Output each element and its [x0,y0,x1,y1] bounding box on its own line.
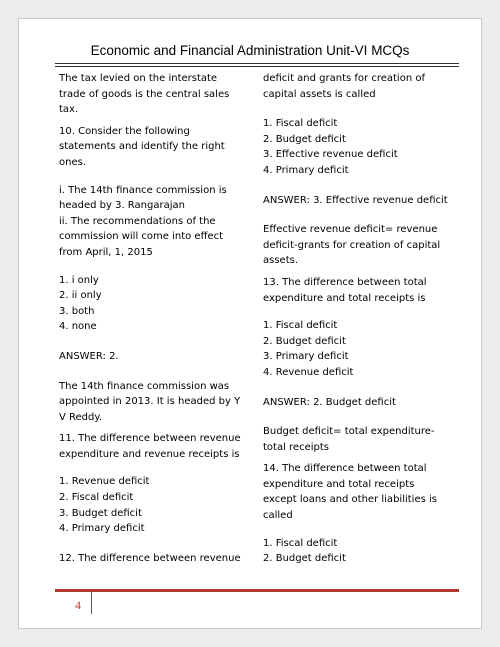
page-number: 4 [75,598,81,612]
q14-option-1: 1. Fiscal deficit [263,537,338,549]
q12-answer: ANSWER: 3. Effective revenue deficit [263,194,448,206]
q11-option-4: 4. Primary deficit [59,523,145,535]
q13-option-4: 4. Revenue deficit [263,366,354,378]
q13-option-1: 1. Fiscal deficit [263,320,338,332]
q11-option-3: 3. Budget deficit [59,507,142,519]
q12-option-1: 1. Fiscal deficit [263,118,338,130]
question-10: 10. Consider the following statements and identify the right ones. [59,125,225,168]
q13-option-3: 3. Primary deficit [263,351,349,363]
question-11: 11. The difference between revenue expenditure and revenue receipts is [59,433,241,460]
q12-option-4: 4. Primary deficit [263,164,349,176]
q10-statement-2: ii. The recommendations of the commission will come into effect from April, 1, 2015 [59,215,224,258]
q13-answer: ANSWER: 2. Budget deficit [263,396,396,408]
q12-explanation: Effective revenue deficit= revenue deficit-grants for creation of capital assets. [263,224,441,267]
question-12-start: 12. The difference between revenue [59,552,241,564]
footer-rule [55,589,459,592]
left-column [59,71,245,566]
q11-option-2: 2. Fiscal deficit [59,492,134,504]
q10-option-2: 2. ii only [59,290,102,302]
q13-explanation: Budget deficit= total expenditure-total receipts [263,426,435,453]
document-page [18,18,482,629]
page-header-title: Economic and Financial Administration Unit-VI MCQs [90,43,410,58]
q10-option-3: 3. both [59,305,95,317]
question-13: 13. The difference between total expenditure and total receipts is [263,276,427,304]
q13-option-2: 2. Budget deficit [263,335,346,347]
q10-explanation: The 14th finance commission was appointed in 2013. It is headed by Y V Reddy. [59,380,241,423]
q10-answer: ANSWER: 2. [59,350,119,362]
header-rule-top [55,63,459,64]
right-column [263,71,449,567]
q11-option-1: 1. Revenue deficit [59,476,150,488]
intro-text: The tax levied on the interstate trade of goods is the central sales tax. [59,73,230,116]
question-14: 14. The difference between total expenditure and total receipts except loans and other liabilities is called [263,463,437,522]
q12-option-2: 2. Budget deficit [263,133,346,145]
q10-option-4: 4. none [59,321,97,333]
q10-option-1: 1. i only [59,274,99,286]
q12-option-3: 3. Effective revenue deficit [263,149,398,161]
q10-statement-1: i. The 14th finance commission is headed by 3. Rangarajan [59,184,227,212]
header-rule-bottom [55,66,459,67]
page-number-divider [91,592,92,614]
question-12-continued: deficit and grants for creation of capital assets is called [263,73,425,100]
q14-option-2: 2. Budget deficit [263,553,346,565]
